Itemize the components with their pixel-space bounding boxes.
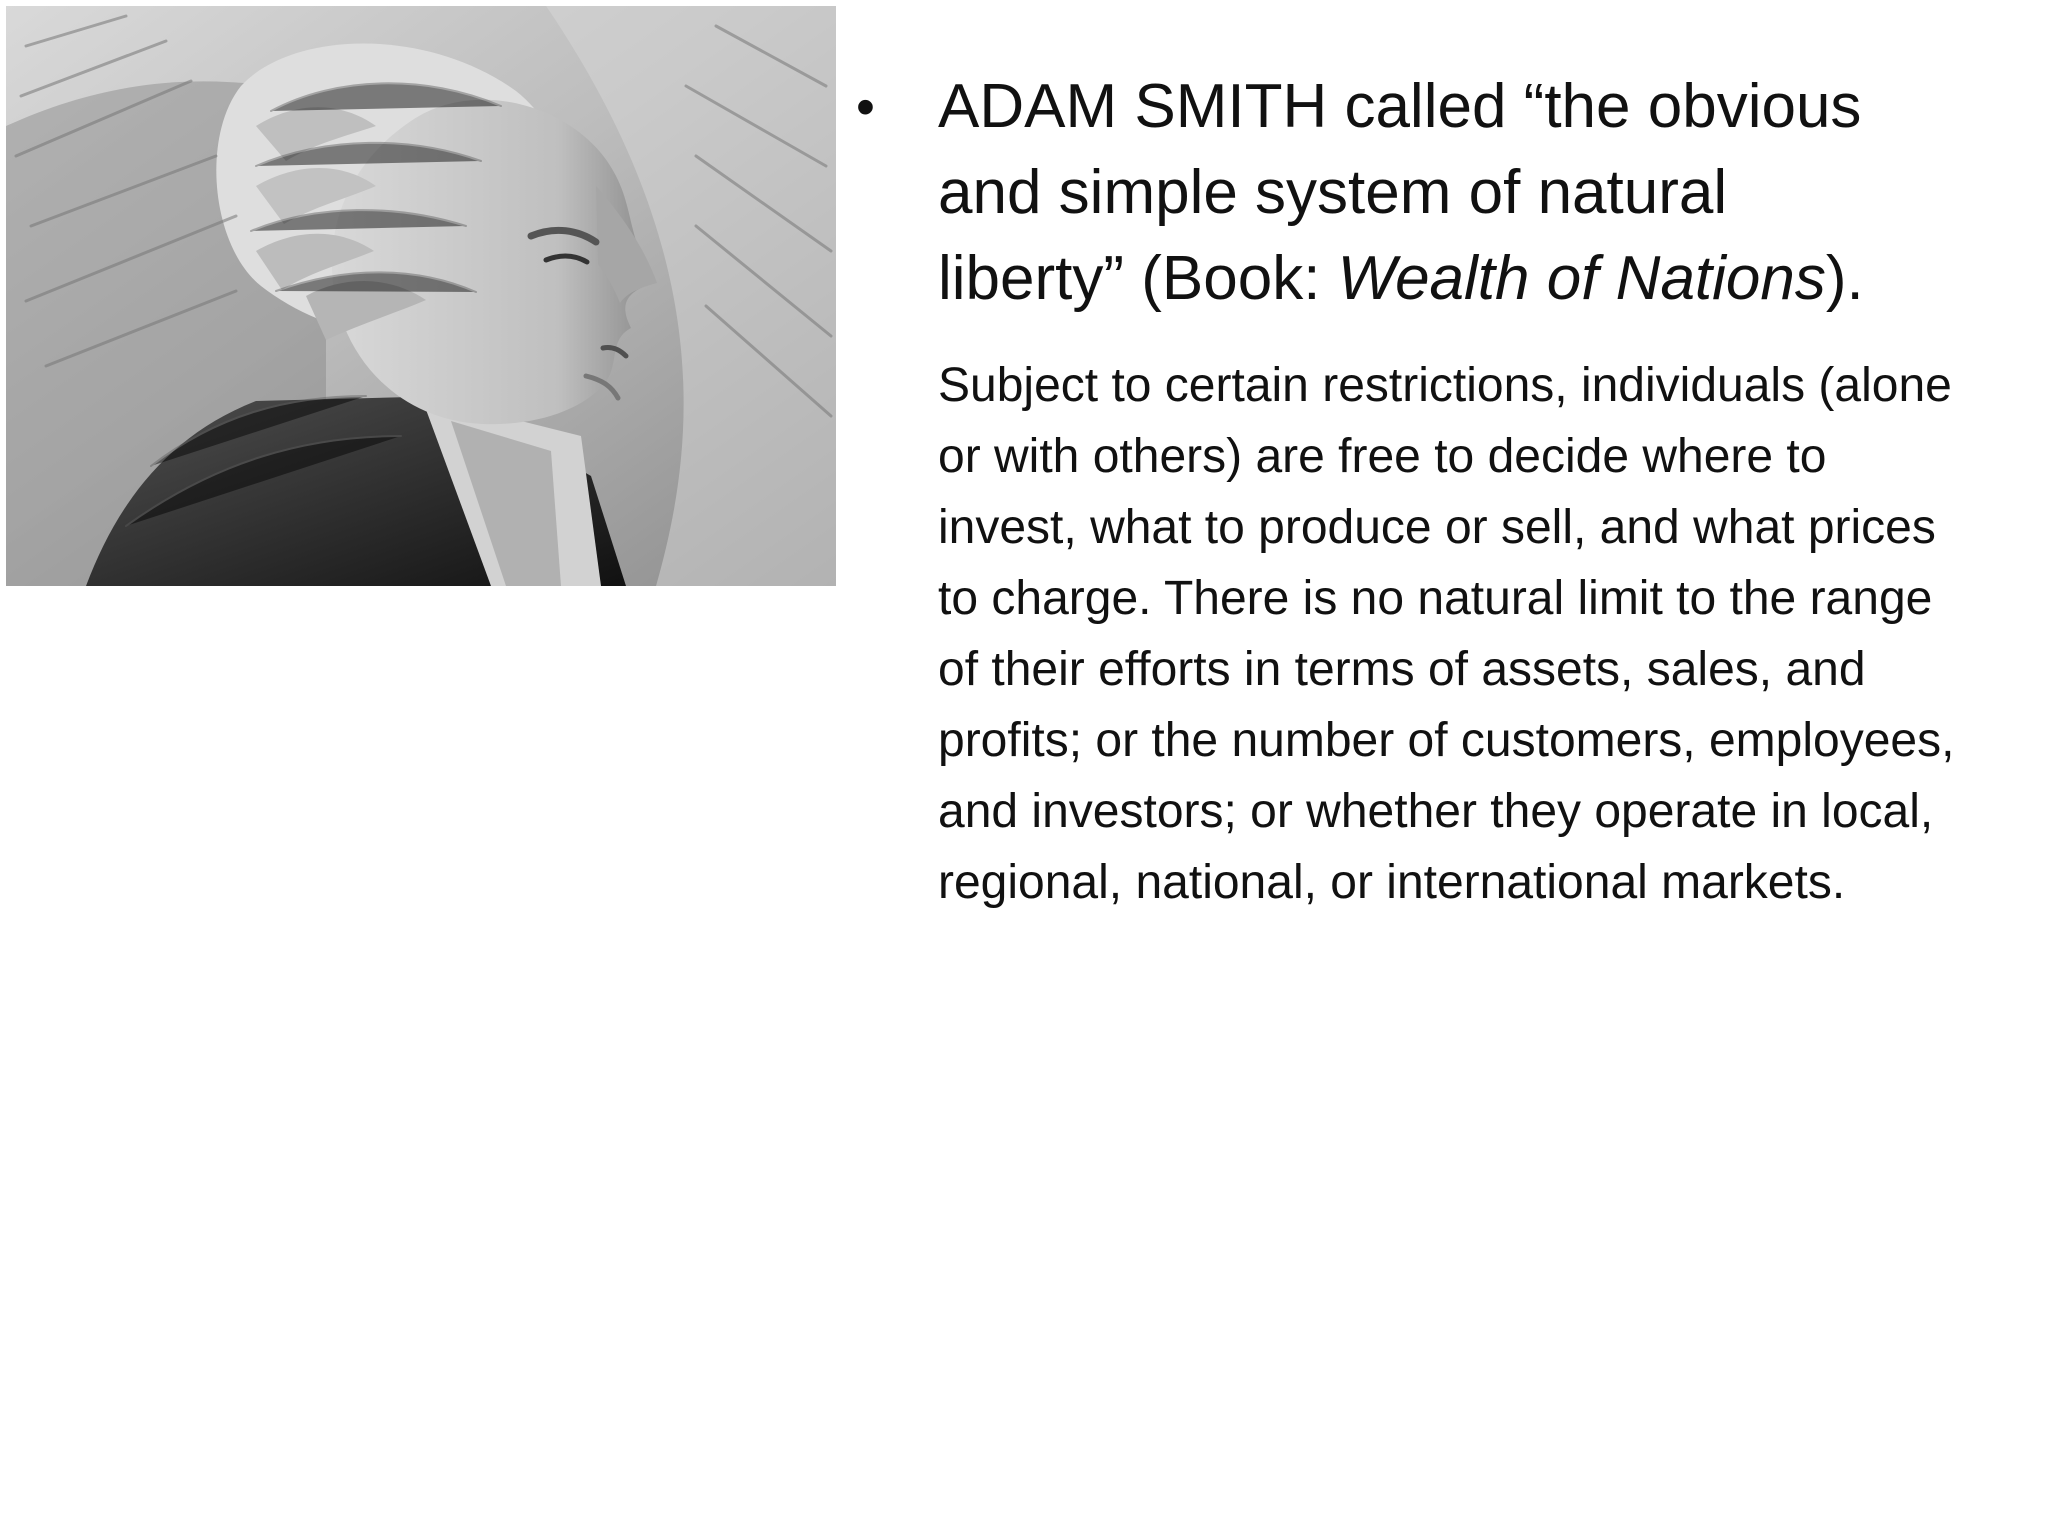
main-point-line-3-suffix: ). (1825, 244, 1864, 313)
free-market-description: Subject to certain restrictions, individuals (alone or with others) are free to decide where to invest, what to produce or sell, and what prices to charge. There is no natural limit to the range of their efforts in terms of assets, sales, and profits; or the number of customers, employees, and investors; or whether they operate in local, regional, national, or international markets. (938, 359, 1955, 909)
main-point-line-1: ADAM SMITH called “the obvious (938, 72, 1862, 141)
book-title: Wealth of Nations (1337, 244, 1826, 313)
main-bullet-point (856, 64, 1976, 322)
bullet-icon: • (856, 77, 875, 137)
adam-smith-portrait (6, 6, 836, 586)
main-point-line-3 (938, 236, 1976, 322)
main-point-line-2: and simple system of natural (938, 158, 1728, 227)
engraved-portrait-icon (6, 6, 836, 586)
slide-text-content (856, 64, 1976, 918)
main-point-line-3-prefix: liberty” (Book: (938, 244, 1338, 313)
